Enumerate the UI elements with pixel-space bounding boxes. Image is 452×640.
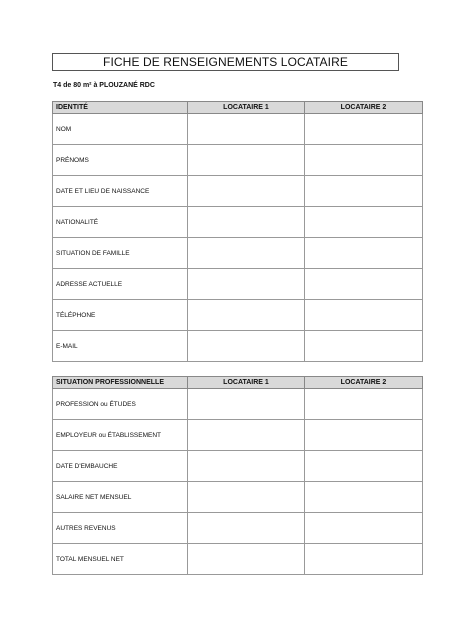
locataire-1-field[interactable]	[188, 300, 305, 331]
locataire-2-field[interactable]	[305, 451, 423, 482]
header-locataire-1: LOCATAIRE 1	[188, 377, 305, 389]
table-row	[53, 114, 423, 145]
table-row	[53, 269, 423, 300]
row-label: NOM	[53, 114, 188, 145]
table-row	[53, 145, 423, 176]
table-row	[53, 544, 423, 575]
locataire-1-field[interactable]	[188, 269, 305, 300]
table-row	[53, 513, 423, 544]
row-label: PROFESSION ou ÉTUDES	[53, 389, 188, 420]
row-label: EMPLOYEUR ou ÉTABLISSEMENT	[53, 420, 188, 451]
row-label: AUTRES REVENUS	[53, 513, 188, 544]
header-identite: IDENTITÉ	[53, 102, 188, 114]
professional-situation-table	[52, 376, 423, 575]
table-row	[53, 451, 423, 482]
locataire-1-field[interactable]	[188, 207, 305, 238]
locataire-2-field[interactable]	[305, 114, 423, 145]
identity-table	[52, 101, 423, 362]
locataire-2-field[interactable]	[305, 420, 423, 451]
locataire-1-field[interactable]	[188, 331, 305, 362]
locataire-1-field[interactable]	[188, 145, 305, 176]
header-situation-professionnelle: SITUATION PROFESSIONNELLE	[53, 377, 188, 389]
locataire-1-field[interactable]	[188, 513, 305, 544]
locataire-2-field[interactable]	[305, 176, 423, 207]
row-label: NATIONALITÉ	[53, 207, 188, 238]
table-row	[53, 176, 423, 207]
row-label: SALAIRE NET MENSUEL	[53, 482, 188, 513]
table-row	[53, 389, 423, 420]
property-subtitle: T4 de 80 m² à PLOUZANÉ RDC	[53, 82, 155, 89]
table-row	[53, 207, 423, 238]
row-label: DATE D'EMBAUCHE	[53, 451, 188, 482]
table-row	[53, 238, 423, 269]
header-locataire-2: LOCATAIRE 2	[305, 377, 423, 389]
table-row	[53, 420, 423, 451]
locataire-1-field[interactable]	[188, 482, 305, 513]
locataire-2-field[interactable]	[305, 544, 423, 575]
page-title: FICHE DE RENSEIGNEMENTS LOCATAIRE	[52, 53, 399, 71]
row-label: DATE ET LIEU DE NAISSANCE	[53, 176, 188, 207]
row-label: SITUATION DE FAMILLE	[53, 238, 188, 269]
locataire-2-field[interactable]	[305, 513, 423, 544]
table-row	[53, 482, 423, 513]
locataire-1-field[interactable]	[188, 389, 305, 420]
locataire-2-field[interactable]	[305, 238, 423, 269]
row-label: PRÉNOMS	[53, 145, 188, 176]
locataire-2-field[interactable]	[305, 269, 423, 300]
table-row	[53, 331, 423, 362]
locataire-2-field[interactable]	[305, 300, 423, 331]
locataire-2-field[interactable]	[305, 331, 423, 362]
header-locataire-2: LOCATAIRE 2	[305, 102, 423, 114]
locataire-2-field[interactable]	[305, 207, 423, 238]
row-label: E-MAIL	[53, 331, 188, 362]
row-label: TÉLÉPHONE	[53, 300, 188, 331]
locataire-1-field[interactable]	[188, 238, 305, 269]
table-header-row	[53, 102, 423, 114]
row-label: ADRESSE ACTUELLE	[53, 269, 188, 300]
table-header-row	[53, 377, 423, 389]
locataire-1-field[interactable]	[188, 114, 305, 145]
locataire-1-field[interactable]	[188, 420, 305, 451]
locataire-2-field[interactable]	[305, 482, 423, 513]
locataire-1-field[interactable]	[188, 451, 305, 482]
locataire-1-field[interactable]	[188, 544, 305, 575]
table-row	[53, 300, 423, 331]
locataire-2-field[interactable]	[305, 145, 423, 176]
header-locataire-1: LOCATAIRE 1	[188, 102, 305, 114]
row-label: TOTAL MENSUEL NET	[53, 544, 188, 575]
locataire-1-field[interactable]	[188, 176, 305, 207]
locataire-2-field[interactable]	[305, 389, 423, 420]
